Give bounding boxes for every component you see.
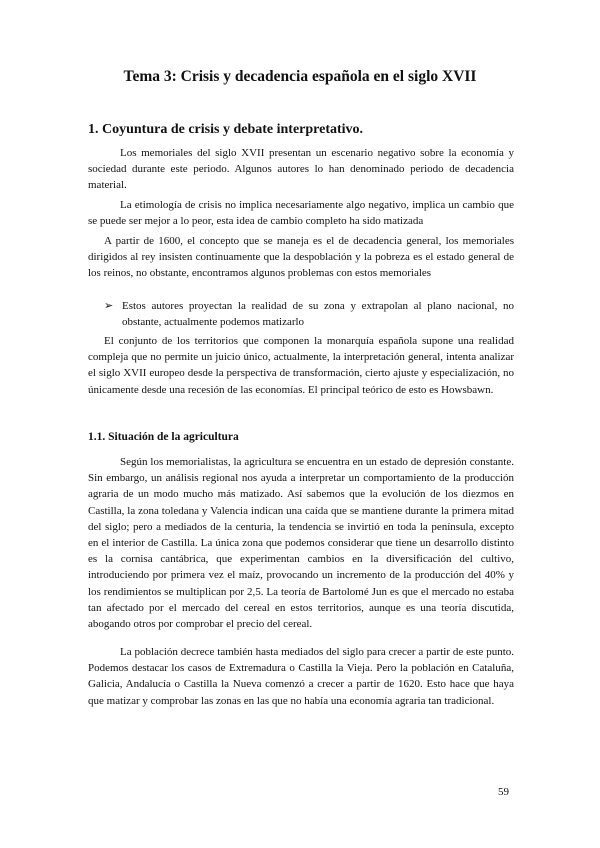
paragraph-memoriales: Los memoriales del siglo XVII presentan un escenario negativo sobre la economía y sociedad durante este periodo. Algunos autores lo han denominado periodo de decadencia material. xyxy=(88,147,514,192)
paragraph-poblacion: La población decrece también hasta mediados del siglo para crecer a partir de este punto. Podemos destacar los casos de Extremadura o Castilla la Vieja. Pero la población en Cataluña, Galicia, Andalucía o Castilla la Nueva comenzó a crecer a partir de 1620. Esto hace que haya que matizar y comprobar las zonas en las que no había una economía agraria tan tradicional. xyxy=(88,646,514,707)
subsection-heading-agricultura: 1.1. Situación de la agricultura xyxy=(88,431,239,443)
section-heading-coyuntura: 1. Coyuntura de crisis y debate interpretativo. xyxy=(88,122,364,137)
page-number: 59 xyxy=(498,786,509,798)
paragraph-memorialistas: Según los memorialistas, la agricultura se encuentra en un estado de depresión constante. Sin embargo, un análisis regional nos ayuda a interpretar un comportamiento de la producción agraria de un modo mucho más matizado. Así sabemos que la evolución de los diezmos en Castilla, la zona toledana y Valencia indican una caída que se mantiene durante la primera mitad del siglo; pero a mediados de la centuria, la tendencia se invirtió en toda la península, excepto en el interior de Castilla. La única zona que podemos considerar que tiene un desarrollo distinto es la cornisa cantábrica, que experimentan cambios en la diversificación del cultivo, introduciendo por primera vez el maíz, provocando un incremento de la producción del 40% y los rendimientos se multiplican por 2,5. La teoría de Bartolomé Jun es que el mercado no estaba tan afectado por el mercado del cereal en estos territorios, aunque es una teoría discutida, abogando otros por comprobar el precio del cereal. xyxy=(88,456,514,631)
arrow-bullet-icon: ➢ xyxy=(104,300,114,312)
paragraph-conjunto-territorios: El conjunto de los territorios que componen la monarquía española supone una realidad compleja que no permite un juicio único, actualmente, la interpretación general, intenta analizar el siglo XVII europeo desde la perspectiva de transformación, cierto ajuste y especialización, no únicamente desde una recesión de las economías. El principal teórico de esto es Howsbawn. xyxy=(88,335,514,396)
bullet-text: Estos autores proyectan la realidad de su zona y extrapolan al plano nacional, no obstante, actualmente podemos matizarlo xyxy=(122,300,514,329)
page-title: Tema 3: Crisis y decadencia española en el siglo XVII xyxy=(123,68,477,85)
bullet-item xyxy=(104,298,514,330)
paragraph-etimologia: La etimología de crisis no implica necesariamente algo negativo, implica un cambio que se puede ser mejor a lo peor, esta idea de cambio completo ha sido matizada xyxy=(88,199,514,228)
paragraph-decadencia-general: A partir de 1600, el concepto que se maneja es el de decadencia general, los memoriales dirigidos al rey insisten continuamente que la despoblación y la pobreza es el estado general de los reinos, no obstante, encontramos algunos problemas con estos memoriales xyxy=(88,235,514,280)
